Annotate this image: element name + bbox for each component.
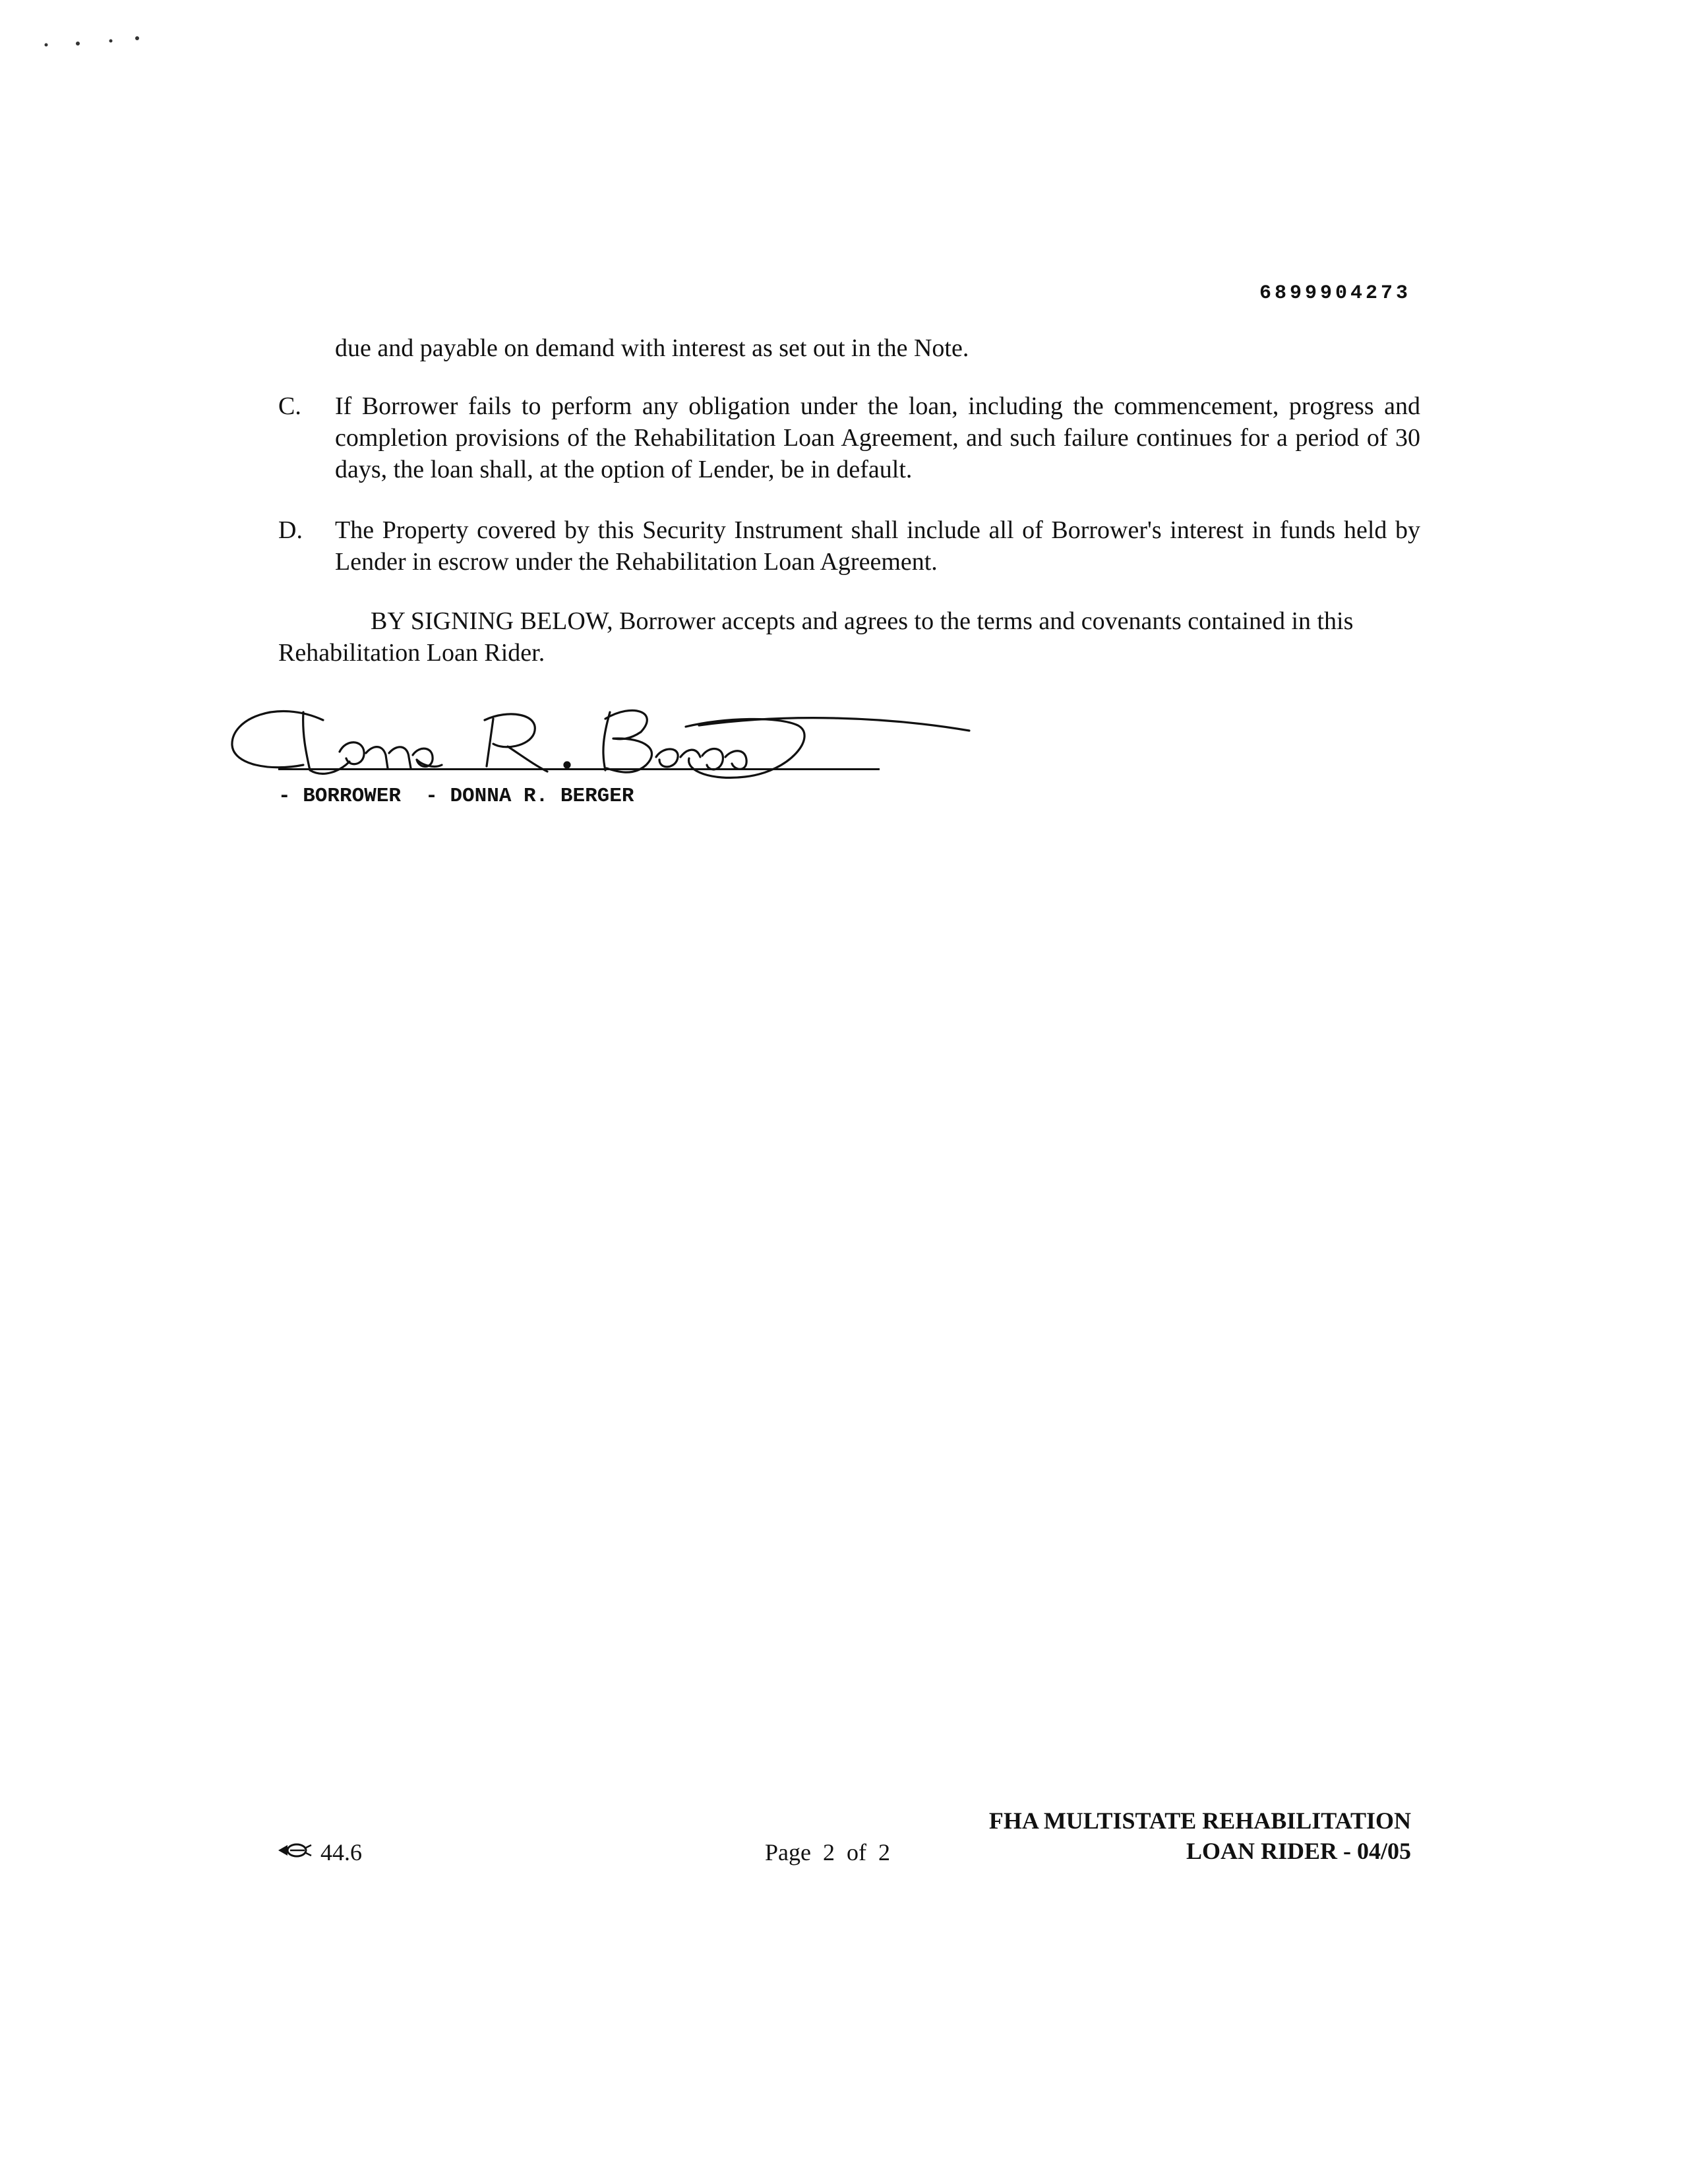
clause-c bbox=[278, 390, 1420, 485]
agreement-statement: BY SIGNING BELOW, Borrower accepts and agrees to the terms and covenants contained in this Rehabilitation Loan Rider. bbox=[278, 607, 1354, 667]
form-publisher-logo-icon bbox=[276, 1841, 313, 1860]
form-title-line2: LOAN RIDER - 04/05 bbox=[1186, 1838, 1411, 1864]
form-title bbox=[989, 1805, 1411, 1866]
form-code: 44.6 bbox=[320, 1839, 362, 1866]
clause-c-text: If Borrower fails to perform any obligation under the loan, including the commencement, progress and completion provisions of the Rehabilitation Loan Agreement, and such failure continues for a period of 30 days, the loan shall, at the option of Lender, be in default. bbox=[335, 392, 1420, 483]
loan-number: 6899904273 bbox=[1259, 282, 1411, 305]
continuation-text: due and payable on demand with interest as set out in the Note. bbox=[335, 334, 969, 362]
clause-c-letter: C. bbox=[278, 392, 301, 420]
form-title-line1: FHA MULTISTATE REHABILITATION bbox=[988, 1807, 1411, 1834]
borrower-signature-label: - BORROWER - DONNA R. BERGER bbox=[278, 785, 634, 808]
clause-d bbox=[278, 514, 1420, 578]
clause-d-text: The Property covered by this Security Instrument shall include all of Borrower's interest in funds held by Lender in escrow under the Rehabilitation Loan Agreement. bbox=[335, 516, 1420, 576]
clause-d-letter: D. bbox=[278, 516, 303, 544]
page-number: Page 2 of 2 bbox=[765, 1839, 890, 1866]
scan-artifact-dots bbox=[40, 26, 158, 53]
